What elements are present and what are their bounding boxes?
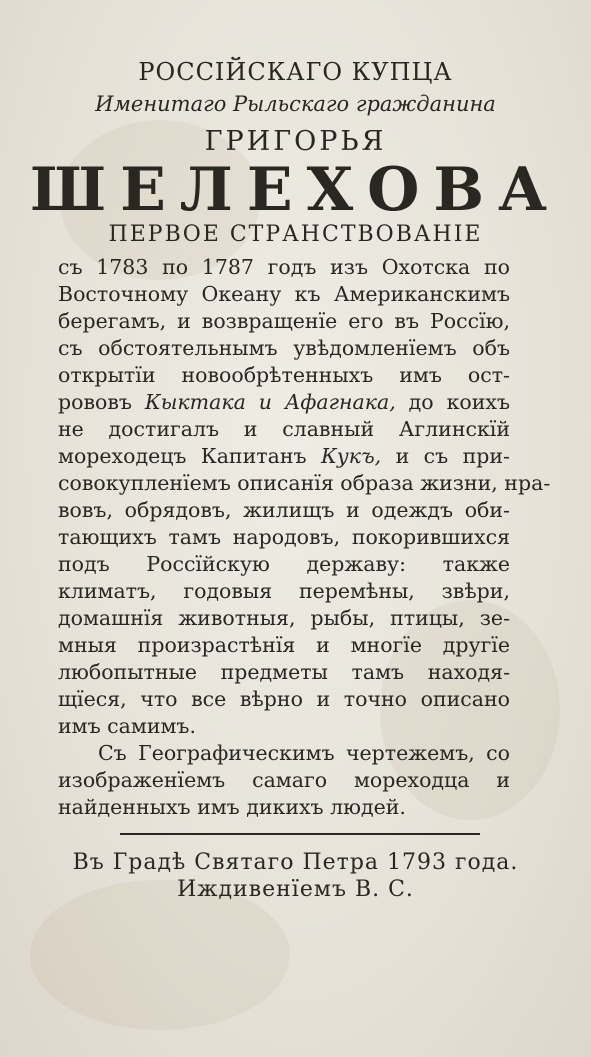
text-line: не достигалъ и славный Аглинскїй [58,417,510,441]
imprint-publisher: Иждивенїемъ В. С. [177,877,414,902]
text-line: Восточному Океану къ Американскимъ [58,282,510,306]
title-surname: ШЕЛЕХОВА [29,155,561,225]
text-line: любопытные предметы тамъ находя- [58,660,510,684]
text-line: мныя произрастѣнїя и многїе другїе [58,633,510,657]
text-line: подъ Россїйскую державу: также [58,552,510,576]
text-line: имъ самимъ. [58,714,196,738]
title-line-first-name: ГРИГОРЬЯ [204,126,387,157]
text-fragment: до коихъ [408,390,510,414]
horizontal-rule [120,833,480,835]
text-line: открытїи новообрѣтенныхъ имъ ост- [58,363,510,387]
text-line: Съ Географическимъ чертежемъ, со [98,741,510,765]
imprint-place-date: Въ Градѣ Святаго Петра 1793 года. [72,850,519,875]
text-line [58,443,510,470]
text-fragment: мореходецъ Капитанъ [58,444,307,468]
text-line: изображенїемъ самаго мореходца и [58,768,510,792]
text-line: совокупленїемъ описанїя образа жизни, нра- [58,471,551,495]
captain-name: Кукъ, [320,444,382,468]
text-line: съ 1783 по 1787 годъ изъ Охотска по [58,255,510,279]
text-line: щїеся, что все вѣрно и точно описано [58,687,510,711]
text-line: съ обстоятельнымъ увѣдомленїемъ объ [58,336,510,360]
islands-names: Кыктака и Афагнака, [144,390,396,414]
title-subtitle: ПЕРВОЕ СТРАНСТВОВАНІЕ [108,222,483,247]
title-line-merchant: РОССІЙСКАГО КУПЦА [138,58,453,86]
text-line [58,389,510,416]
text-line: берегамъ, и возвращенїе его въ Россїю, [58,309,510,333]
text-line: климатъ, годовыя перемѣны, звѣри, [58,579,510,603]
description-paragraph [58,254,551,821]
text-line: тающихъ тамъ народовъ, покорившихся [58,525,510,549]
paper-stain [30,880,290,1030]
text-fragment: рововъ [58,390,132,414]
title-line-citizen: Именитаго Рыльскаго гражданина [95,92,496,116]
text-line: домашнїя животныя, рыбы, птицы, зе- [58,606,510,630]
text-line: вовъ, обрядовъ, жилищъ и одеждъ оби- [58,498,510,522]
text-fragment: и съ при- [395,444,510,468]
text-line: найденныхъ имъ дикихъ людей. [58,795,406,819]
